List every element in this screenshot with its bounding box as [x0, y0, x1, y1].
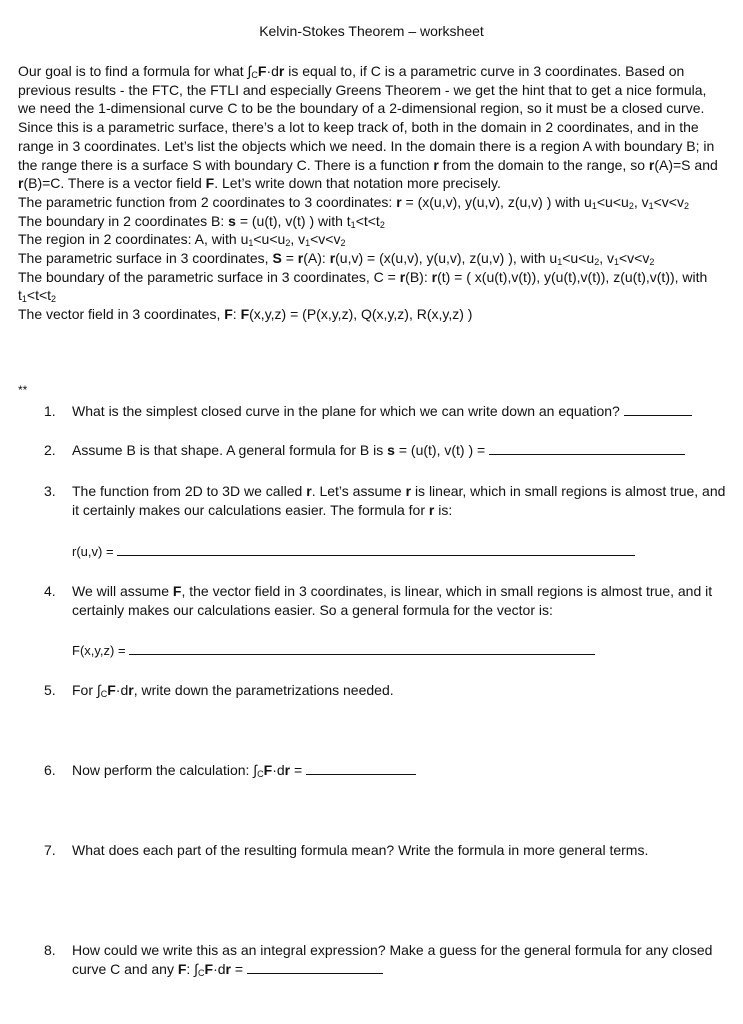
- answer-blank-2[interactable]: [489, 442, 685, 455]
- intro-region-line: The region in 2 coordinates: A, with $u_1<u<u_2$, $v_1<v<v_2$: [18, 231, 346, 249]
- question-2: 2. Assume B is that shape. A general formula for B is s = (u(t), v(t) ) =: [44, 441, 734, 460]
- intro-boundary-line: The boundary in 2 coordinates B: s = (u(t), v(t) ) with $t_1<t<t_2$: [18, 212, 385, 230]
- intro-paragraph: Our goal is to find a formula for what $\int_CF\cdot dr$ is equal to, if C is a parametric curve in 3 coordinates. Based on previous results - the FTC, the FTLI and especially Greens Theorem - we get the hint that to get a nice formula, we need the 1-dimensional curve C to be the boundary of a 2-dimensional region, so it must be a closed curve. Since this is a parametric surface, there’s a lot to keep track of, both in the domain in 2 coordinates, and in the range in 3 coordinates. Let’s list the objects which we need. In the domain there is a region A with boundary B; in the range there is a surface S with boundary C. There is a function r from the domain to the range, so r(A)=S and r(B)=C. There is a vector field F. Let’s write down that notation more precisely.: [18, 63, 718, 192]
- intro-surface-line: The parametric surface in 3 coordinates, S = r(A): r(u,v) = (x(u,v), y(u,v), z(u,v) ), with $u_1<u<u_2$, $v_1<v<v_2$: [18, 250, 655, 268]
- question-5: 5. For $\int_CF\cdot dr$, write down the parametrizations needed.: [44, 682, 394, 699]
- answer-blank-8[interactable]: [247, 961, 383, 974]
- question-7: 7. What does each part of the resulting formula mean? Write the formula in more general terms.: [44, 842, 649, 858]
- question-6: 6. Now perform the calculation: $\int_CF\cdot dr$ =: [44, 761, 734, 780]
- question-4: 4. We will assume F, the vector field in 3 coordinates, is linear, which in small regions is almost true, and it certainly makes our calculations easier. So a general formula for the vector is:: [44, 583, 713, 618]
- answer-blank-6[interactable]: [306, 762, 416, 775]
- question-3-answer: r(u,v) =: [72, 542, 635, 561]
- intro-text: [18, 62, 723, 324]
- separator-stars: **: [18, 383, 28, 397]
- worksheet-title: Kelvin-Stokes Theorem – worksheet: [259, 23, 484, 39]
- question-1: 1. What is the simplest closed curve in the plane for which we can write down an equation?: [44, 402, 734, 421]
- answer-blank-1[interactable]: [624, 403, 692, 416]
- intro-curve-line: The boundary of the parametric surface in 3 coordinates, C = r(B): r(t) = ( x(u(t),v(t)), y(u(t),v(t)), z(u(t),v(t)), with $t_1<t<t_2$: [18, 268, 708, 305]
- intro-field-line: The vector field in 3 coordinates, F: F(x,y,z) = (P(x,y,z), Q(x,y,z), R(x,y,z) ): [18, 306, 473, 323]
- question-3: 3. The function from 2D to 3D we called r. Let’s assume r is linear, which in small regions is almost true, and it certainly makes our calculations easier. The formula for r is:: [44, 483, 726, 518]
- answer-blank-4[interactable]: [129, 642, 595, 655]
- intro-param-line: The parametric function from 2 coordinates to 3 coordinates: r = (x(u,v), y(u,v), z(u,v) ) with $u_1<u<u_2$, $v_1<v<v_2$: [18, 193, 689, 211]
- question-8: 8. How could we write this as an integral expression? Make a guess for the general formula for any closed curve C and any F: $\int_CF\cdot dr$ =: [44, 942, 713, 978]
- question-4-answer: F(x,y,z) =: [72, 641, 595, 660]
- answer-blank-3[interactable]: [117, 543, 635, 556]
